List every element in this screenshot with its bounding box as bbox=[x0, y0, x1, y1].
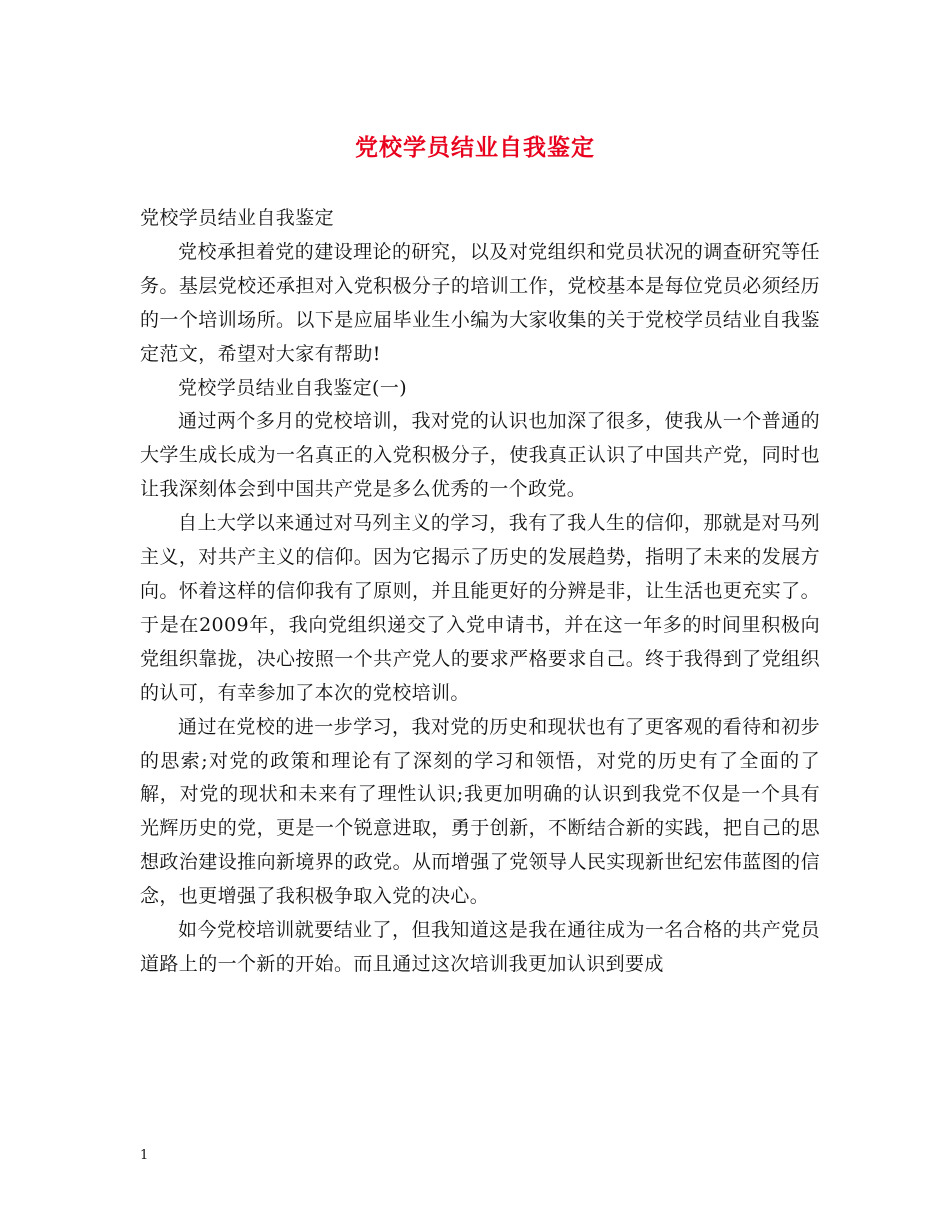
body-paragraph: 如今党校培训就要结业了，但我知道这是我在通往成为一名合格的共产党员道路上的一个新的开始。而且通过这次培训我更加认识到要成 bbox=[140, 919, 820, 975]
body-paragraph: 自上大学以来通过对马列主义的学习，我有了我人生的信仰，那就是对马列主义，对共产主义的信仰。因为它揭示了历史的发展趋势，指明了未来的发展方向。怀着这样的信仰我有了原则，并且能更好的分辨是非，让生活也更充实了。于是在2009年，我向党组织递交了入党申请书，并在这一年多的时间里积极向党组织靠拢，决心按照一个共产党人的要求严格要求自己。终于我得到了党组织的认可，有幸参加了本次的党校培训。 bbox=[140, 512, 820, 704]
body-paragraph: 通过两个多月的党校培训，我对党的认识也加深了很多，使我从一个普通的大学生成长成为一名真正的入党积极分子，使我真正认识了中国共产党，同时也让我深刻体会到中国共产党是多么优秀的一个政党。 bbox=[140, 410, 820, 501]
body-paragraph: 通过在党校的进一步学习，我对党的历史和现状也有了更客观的看待和初步的思索;对党的政策和理论有了深刻的学习和领悟，对党的历史有了全面的了解，对党的现状和未来有了理性认识;我更加明确的认识到我党不仅是一个具有光辉历史的党，更是一个锐意进取，勇于创新，不断结合新的实践，把自己的思想政治建设推向新境界的政党。从而增强了党领导人民实现新世纪宏伟蓝图的信念，也更增强了我积极争取入党的决心。 bbox=[140, 715, 820, 908]
page-number: 1 bbox=[140, 1148, 149, 1163]
intro-paragraph: 党校承担着党的建设理论的研究，以及对党组织和党员状况的调查研究等任务。基层党校还承担对入党积极分子的培训工作，党校基本是每位党员必须经历的一个培训场所。以下是应届毕业生小编为大家收集的关于党校学员结业自我鉴定范文，希望对大家有帮助! bbox=[140, 240, 820, 365]
document-body bbox=[140, 202, 820, 982]
subsection-heading: 党校学员结业自我鉴定(一) bbox=[178, 376, 408, 399]
section-heading: 党校学员结业自我鉴定 bbox=[140, 207, 335, 229]
document-title: 党校学员结业自我鉴定 bbox=[355, 134, 595, 161]
